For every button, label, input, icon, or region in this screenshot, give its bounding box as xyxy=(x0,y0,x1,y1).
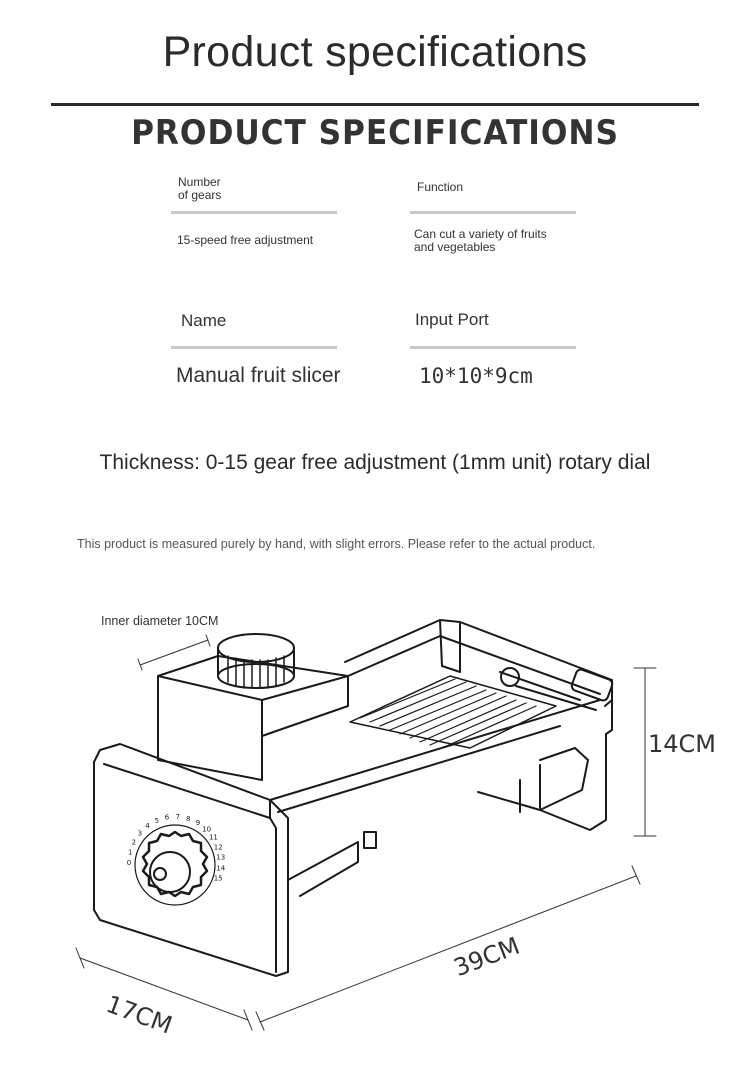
dial-number: 14 xyxy=(216,864,226,873)
dial-number: 5 xyxy=(154,816,160,825)
dial-number: 13 xyxy=(216,853,226,862)
spec-label-gears-line1: Number xyxy=(178,175,221,189)
spec-label-name: Name xyxy=(181,311,227,330)
dial-number: 15 xyxy=(213,874,223,883)
spec-label-function: Function xyxy=(417,180,464,194)
right-leg xyxy=(540,700,612,830)
rail-bracket xyxy=(440,620,460,672)
dial-number: 4 xyxy=(145,822,150,831)
dial-number: 9 xyxy=(195,819,201,828)
right-base xyxy=(478,748,588,810)
dial-number: 3 xyxy=(137,829,143,838)
dial-number: 0 xyxy=(126,859,132,867)
page-title: Product specifications xyxy=(162,28,588,76)
length-line xyxy=(256,866,640,1030)
width-label: 17CM xyxy=(102,990,176,1040)
inner-diameter-line xyxy=(138,635,210,670)
hopper-box xyxy=(158,656,348,780)
spec-value-input-port: 10*10*9cm xyxy=(419,364,533,388)
dial-number: 11 xyxy=(208,833,218,842)
spec-value-gears: 15-speed free adjustment xyxy=(177,233,314,247)
dial-number: 8 xyxy=(185,814,191,823)
hopper-ring-top xyxy=(218,634,294,662)
section-heading: PRODUCT SPECIFICATIONS xyxy=(131,113,619,153)
main-rail-edge xyxy=(278,726,560,812)
hopper-top-edge xyxy=(262,676,348,700)
dial-inner xyxy=(150,852,190,892)
dial-number: 12 xyxy=(213,843,223,852)
spec-value-function-line1: Can cut a variety of fruits xyxy=(414,227,547,241)
measurement-disclaimer: This product is measured purely by hand, with slight errors. Please refer to the actual product. xyxy=(77,537,596,551)
spec-label-gears-line2: of gears xyxy=(178,188,222,202)
hopper-ring-ribs xyxy=(228,656,284,688)
bottom-screw xyxy=(364,832,376,848)
hopper-ring-bottom xyxy=(218,664,294,688)
spec-value-function-line2: and vegetables xyxy=(414,240,496,254)
dial-number: 7 xyxy=(175,813,180,822)
thickness-description: Thickness: 0-15 gear free adjustment (1mm unit) rotary dial xyxy=(99,451,651,474)
inner-diameter-label: Inner diameter 10CM xyxy=(101,614,219,628)
blade-lines xyxy=(360,679,536,748)
dial-center xyxy=(154,868,166,880)
spec-value-name: Manual fruit slicer xyxy=(176,364,341,387)
hopper-edge xyxy=(158,676,262,736)
spec-label-input-port: Input Port xyxy=(415,310,489,329)
height-label: 14CM xyxy=(648,730,717,758)
bottom-bracket xyxy=(288,842,358,896)
length-label: 39CM xyxy=(450,931,524,983)
dial-number: 6 xyxy=(164,813,170,822)
dial-number: 2 xyxy=(131,838,137,847)
dial-number: 1 xyxy=(127,848,133,857)
dial-number: 10 xyxy=(202,825,212,834)
